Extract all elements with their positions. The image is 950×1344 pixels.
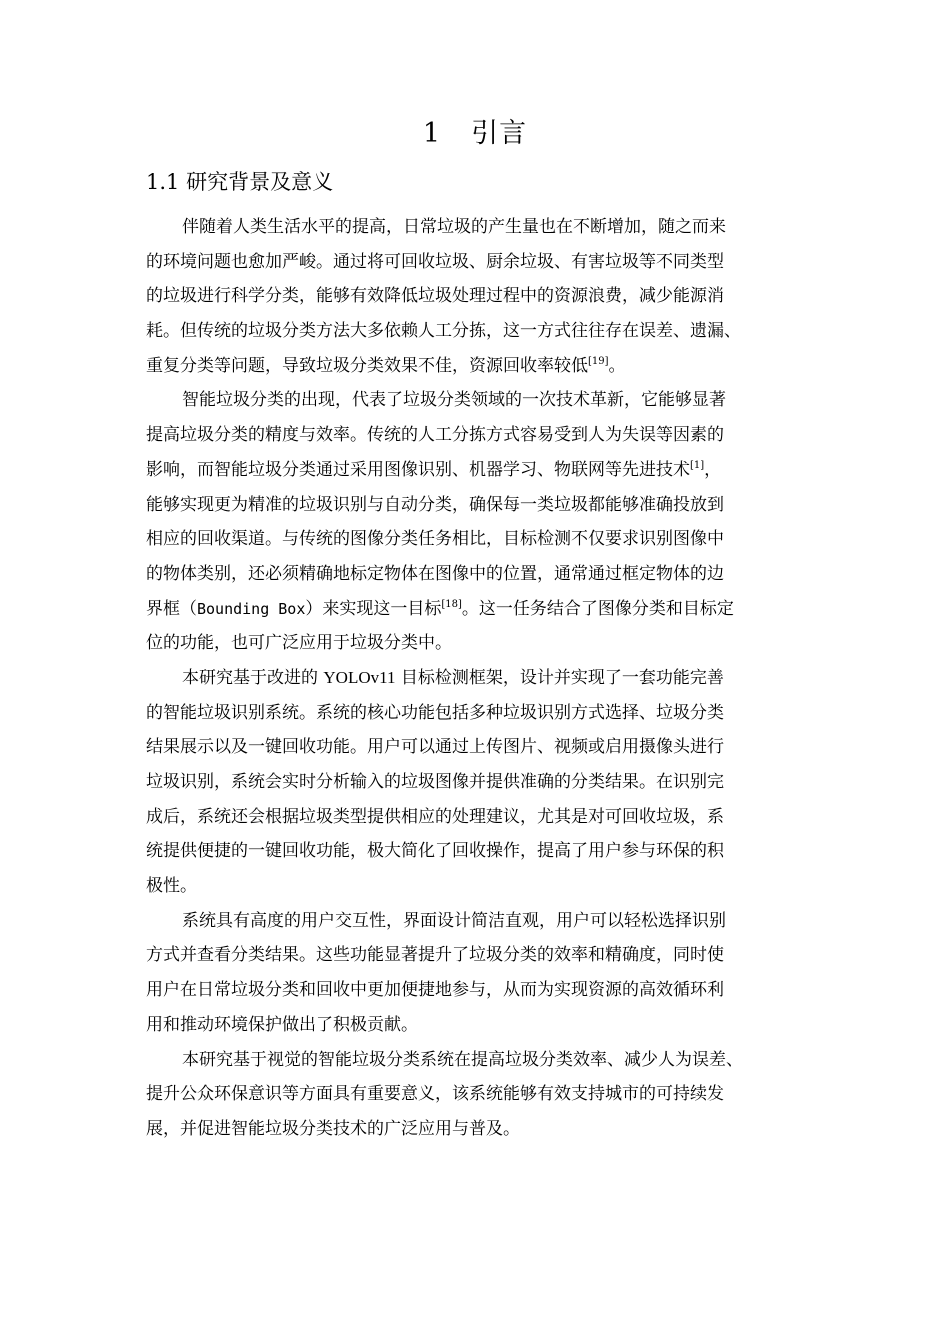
paragraph-5 xyxy=(146,1043,822,1147)
paragraph-2 xyxy=(146,383,822,661)
paragraph-3 xyxy=(146,661,822,904)
paragraph-line: 用户在日常垃圾分类和回收中更加便捷地参与，从而为实现资源的高效循环利 xyxy=(146,980,724,1001)
paragraph-line: 的智能垃圾识别系统。系统的核心功能包括多种垃圾识别方式选择、垃圾分类 xyxy=(146,702,724,723)
line-text: 重复分类等问题，导致垃圾分类效果不佳，资源回收率较低 xyxy=(146,355,588,376)
paragraph-line: 成后，系统还会根据垃圾类型提供相应的处理建议，尤其是对可回收垃圾，系 xyxy=(146,806,724,827)
paragraph-line: 结果展示以及一键回收功能。用户可以通过上传图片、视频或启用摄像头进行 xyxy=(146,737,724,758)
term-yolov11: YOLOv11 xyxy=(323,667,396,687)
paragraph-line xyxy=(146,349,822,384)
paragraph-line: 展，并促进智能垃圾分类技术的广泛应用与普及。 xyxy=(146,1118,520,1139)
paragraph-line: 本研究基于视觉的智能垃圾分类系统在提高垃圾分类效率、减少人为误差、 xyxy=(182,1049,743,1070)
line-text: ）来实现这一目标 xyxy=(305,598,442,619)
paragraph-line: 系统具有高度的用户交互性，界面设计简洁直观，用户可以轻松选择识别 xyxy=(182,910,726,931)
paragraph-line: 智能垃圾分类的出现，代表了垃圾分类领域的一次技术革新，它能够显著 xyxy=(182,390,726,411)
chapter-title-text: 引言 xyxy=(471,118,528,149)
citation-19[interactable]: [19] xyxy=(588,355,609,367)
paragraph-line: 提高垃圾分类的精度与效率。传统的人工分拣方式容易受到人为失误等因素的 xyxy=(146,425,724,446)
section-title: 1.1 研究背景及意义 xyxy=(146,170,334,194)
paragraph-line: 用和推动环境保护做出了积极贡献。 xyxy=(146,1014,418,1035)
paragraph-line: 方式并查看分类结果。这些功能显著提升了垃圾分类的效率和精确度，同时使 xyxy=(146,945,724,966)
paragraph-line: 的环境问题也愈加严峻。通过将可回收垃圾、厨余垃圾、有害垃圾等不同类型 xyxy=(146,251,724,272)
paragraph-line: 耗。但传统的垃圾分类方法大多依赖人工分拣，这一方式往往存在误差、遗漏、 xyxy=(146,321,741,342)
line-text: 。 xyxy=(608,355,626,376)
paragraph-line xyxy=(146,661,822,696)
paragraph-line: 提升公众环保意识等方面具有重要意义，该系统能够有效支持城市的可持续发 xyxy=(146,1084,724,1105)
paragraph-line: 的垃圾进行科学分类，能够有效降低垃圾处理过程中的资源浪费，减少能源消 xyxy=(146,286,724,307)
line-text: 影响，而智能垃圾分类通过采用图像识别、机器学习、物联网等先进技术 xyxy=(146,459,690,480)
chapter-title xyxy=(0,114,950,154)
chapter-number: 1 xyxy=(422,118,442,149)
paragraph-line xyxy=(146,453,822,488)
paragraph-line xyxy=(146,592,822,627)
line-text: ， xyxy=(704,459,722,480)
paragraph-line: 统提供便捷的一键回收功能，极大简化了回收操作，提高了用户参与环保的积 xyxy=(146,841,724,862)
paragraph-line: 能够实现更为精准的垃圾识别与自动分类，确保每一类垃圾都能够准确投放到 xyxy=(146,494,724,515)
body-text xyxy=(146,210,822,1147)
paragraph-line: 相应的回收渠道。与传统的图像分类任务相比，目标检测不仅要求识别图像中 xyxy=(146,529,724,550)
line-text: 目标检测框架，设计并实现了一套功能完善 xyxy=(395,667,724,688)
citation-18[interactable]: [18] xyxy=(441,598,462,610)
paragraph-4 xyxy=(146,904,822,1043)
paragraph-line: 伴随着人类生活水平的提高，日常垃圾的产生量也在不断增加，随之而来 xyxy=(182,217,726,237)
line-text: 。这一任务结合了图像分类和目标定 xyxy=(461,598,734,619)
paragraph-line: 位的功能，也可广泛应用于垃圾分类中。 xyxy=(146,633,452,654)
line-text: 本研究基于改进的 xyxy=(182,667,324,688)
paragraph-line: 极性。 xyxy=(146,876,197,897)
line-text: 界框（ xyxy=(146,598,197,619)
term-bounding-box: Bounding Box xyxy=(197,599,306,618)
paragraph-line: 垃圾识别，系统会实时分析输入的垃圾图像并提供准确的分类结果。在识别完 xyxy=(146,772,724,792)
paragraph-1 xyxy=(146,210,822,383)
paragraph-line: 的物体类别，还必须精确地标定物体在图像中的位置，通常通过框定物体的边 xyxy=(146,563,724,584)
citation-1[interactable]: [1] xyxy=(690,459,705,471)
